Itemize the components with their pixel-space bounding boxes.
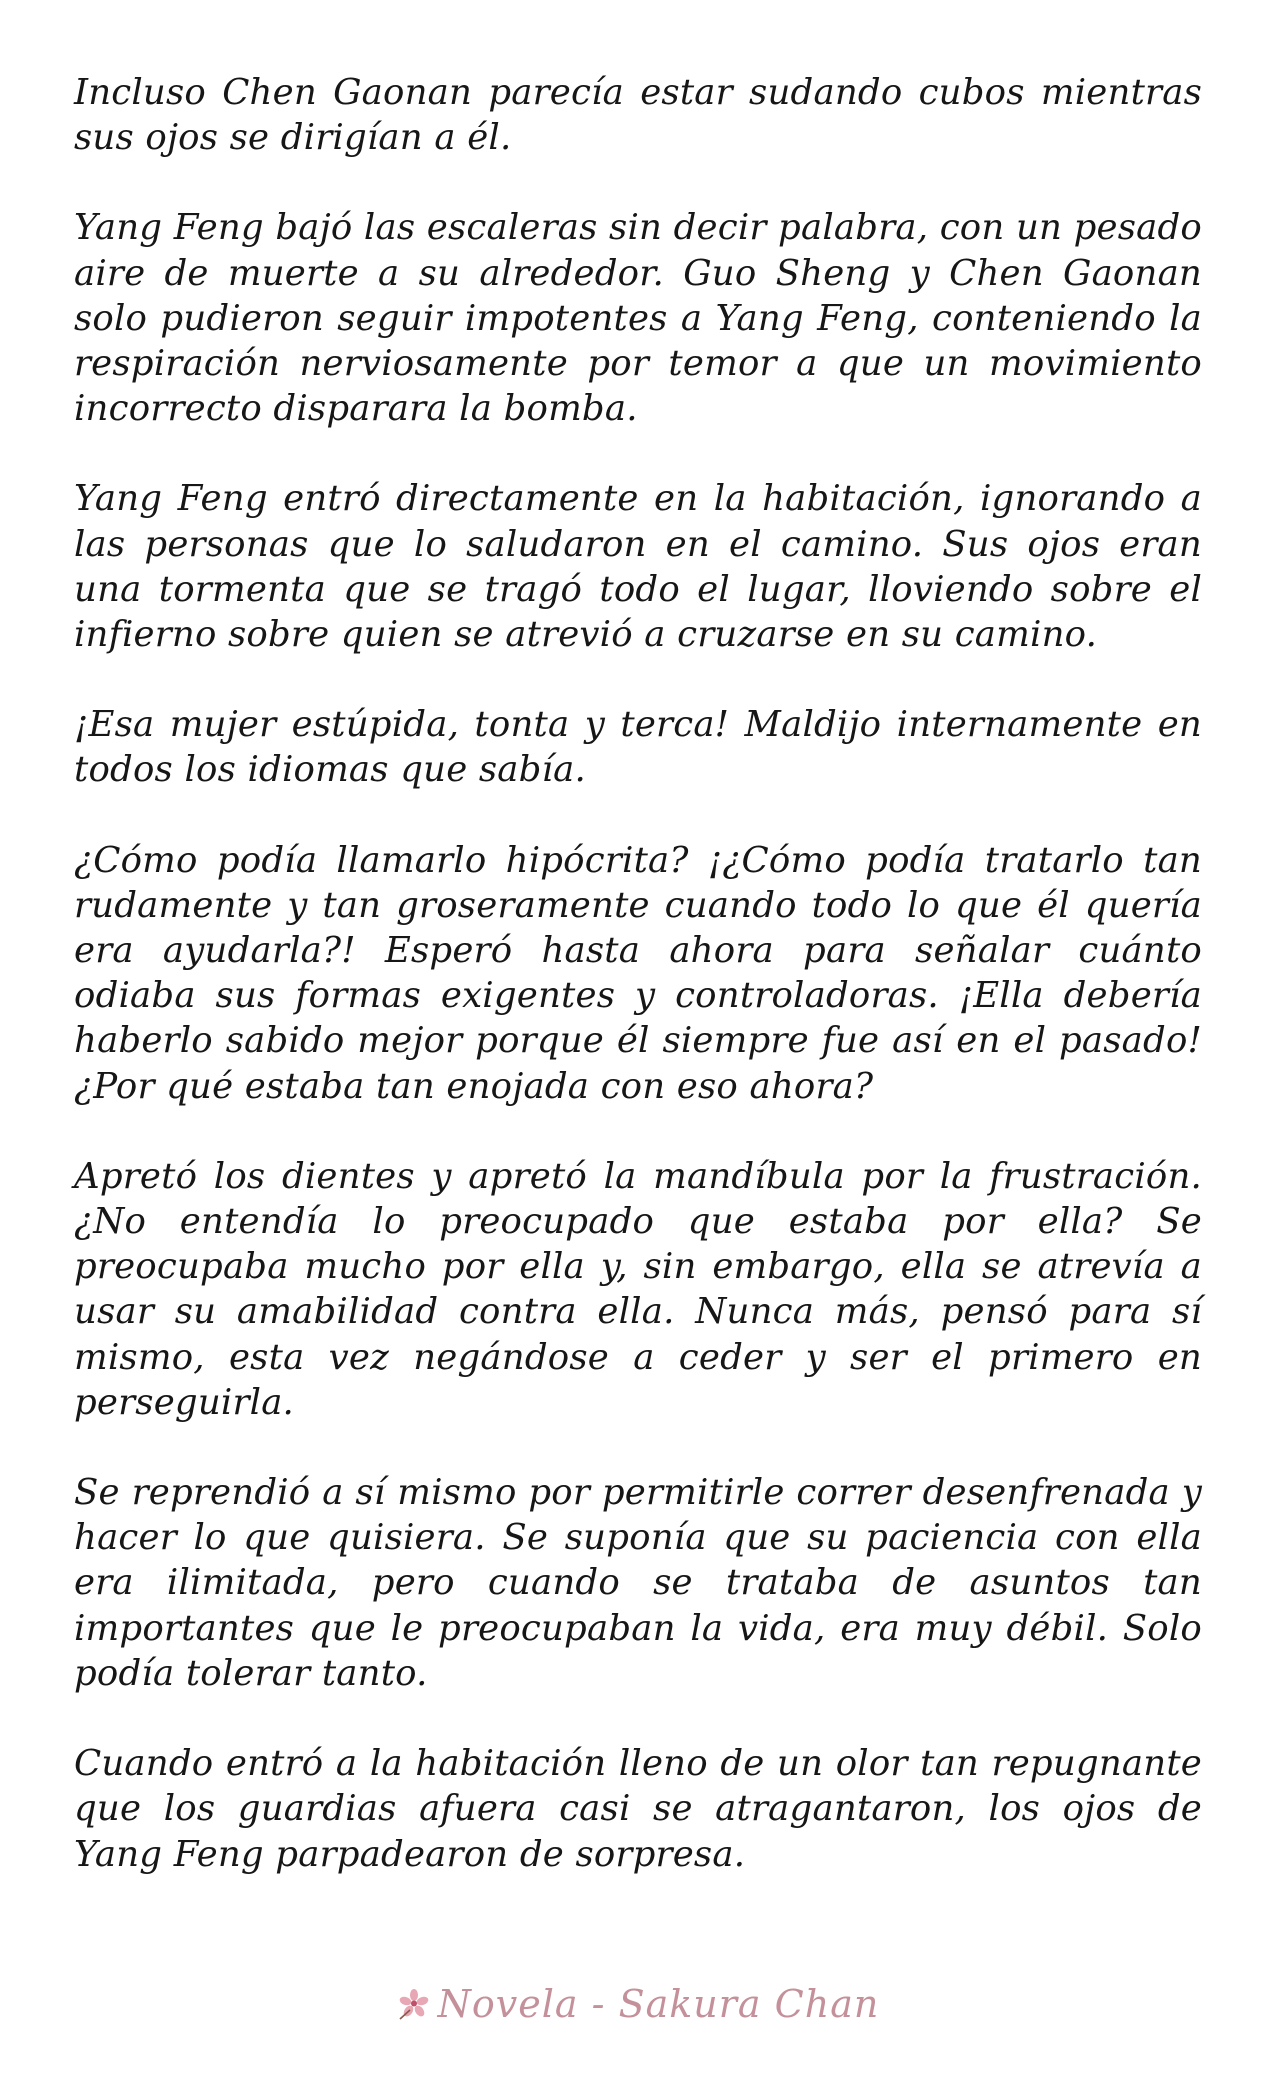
paragraph: ¿Cómo podía llamarlo hipócrita? ¡¿Cómo podía tratarlo tan rudamente y tan groseramente cuando todo lo que él quería era ayudarla?! Esperó hasta ahora para señalar cuánto odiaba sus formas exigentes y controladoras. ¡Ella debería haberlo sabido mejor porque él siempre fue así en el pasado! ¿Por qué estaba tan enojada con eso ahora? — [74, 839, 1202, 1107]
paragraph: Yang Feng entró directamente en la habitación, ignorando a las personas que lo saludaron en el camino. Sus ojos eran una tormenta que se tragó todo el lugar, lloviendo sobre el infierno sobre quien se atrevió a cruzarse en su camino. — [74, 478, 1202, 656]
paragraph: Incluso Chen Gaonan parecía estar sudando cubos mientras sus ojos se dirigían a él. — [74, 72, 1202, 159]
watermark — [0, 1982, 1275, 2026]
paragraph: Cuando entró a la habitación lleno de un olor tan repugnante que los guardias afuera casi se atragantaron, los ojos de Yang Feng parpadearon de sorpresa. — [74, 1743, 1202, 1875]
watermark-text: Novela - Sakura Chan — [437, 1982, 880, 2026]
paragraph: ¡Esa mujer estúpida, tonta y terca! Maldijo internamente en todos los idiomas que sabía. — [74, 704, 1202, 791]
document-body — [74, 70, 1202, 1922]
paragraph: Se reprendió a sí mismo por permitirle correr desenfrenada y hacer lo que quisiera. Se suponía que su paciencia con ella era ilimitada, pero cuando se trataba de asuntos tan importantes que le preocupaban la vida, era muy débil. Solo podía tolerar tanto. — [74, 1472, 1202, 1694]
paragraph: Yang Feng bajó las escaleras sin decir palabra, con un pesado aire de muerte a su alrededor. Guo Sheng y Chen Gaonan solo pudieron seguir impotentes a Yang Feng, conteniendo la respiración nerviosamente por temor a que un movimiento incorrecto disparara la bomba. — [74, 207, 1202, 430]
paragraph: Apretó los dientes y apretó la mandíbula por la frustración. ¿No entendía lo preocupado que estaba por ella? Se preocupaba mucho por ella y, sin embargo, ella se atrevía a usar su amabilidad contra ella. Nunca más, pensó para sí mismo, esta vez negándose a ceder y ser el primero en perseguirla. — [74, 1155, 1202, 1423]
sakura-flower-icon — [396, 1986, 432, 2022]
